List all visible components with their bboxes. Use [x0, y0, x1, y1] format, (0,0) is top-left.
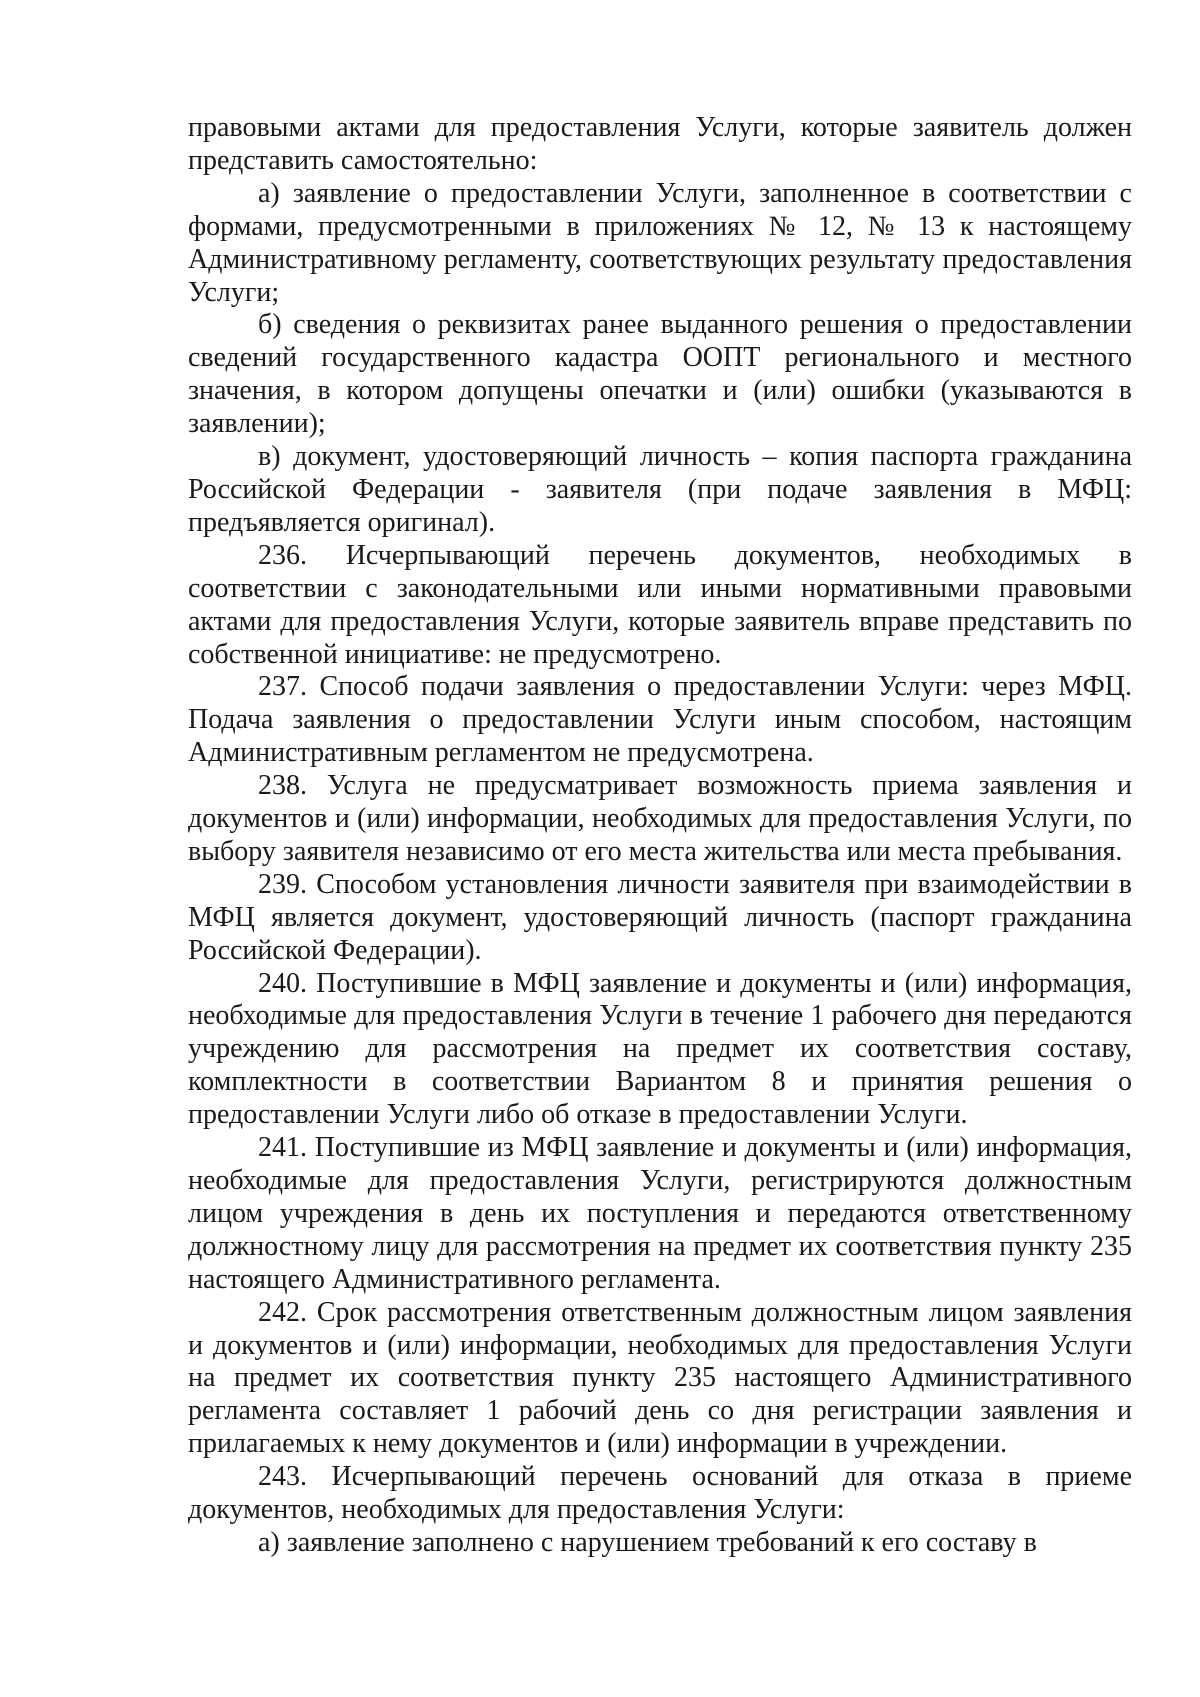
paragraph-241: 241. Поступившие из МФЦ заявление и документы и (или) информация, необходимые для предоставления Услуги, регистрируются должностным лицом учреждения в день их поступления и передаются ответственному должностному лицу для рассмотрения на предмет их соответствия пункту 235 настоящего Административного регламента. [188, 1132, 1132, 1295]
paragraph-240: 240. Поступившие в МФЦ заявление и документы и (или) информация, необходимые для предоставления Услуги в течение 1 рабочего дня передаются учреждению для рассмотрения на предмет их соответствия составу, комплектности в соответствии Вариантом 8 и принятия решения о предоставлении Услуги либо об отказе в предоставлении Услуги. [188, 967, 1132, 1131]
paragraph-238: 238. Услуга не предусматривает возможность приема заявления и документов и (или) информации, необходимых для предоставления Услуги, по выбору заявителя независимо от его места жительства или места пребывания. [188, 770, 1132, 867]
paragraph-239: 239. Способом установления личности заявителя при взаимодействии в МФЦ является документ, удостоверяющий личность (паспорт гражданина Российской Федерации). [188, 868, 1132, 966]
paragraph-item-a: а) заявление о предоставлении Услуги, заполненное в соответствии с формами, предусмотренными в приложениях № 12, № 13 к настоящему Административному регламенту, соответствующих результату предоставления Услуги; [188, 177, 1132, 308]
paragraph-item-v: в) документ, удостоверяющий личность – копия паспорта гражданина Российской Федерации - заявителя (при подаче заявления в МФЦ: предъявляется оригинал). [188, 441, 1132, 538]
paragraph-continuation: правовыми актами для предоставления Услуги, которые заявитель должен представить самостоятельно: [188, 112, 1132, 176]
paragraph-243: 243. Исчерпывающий перечень оснований для отказа в приеме документов, необходимых для предоставления Услуги: [188, 1461, 1132, 1526]
paragraph-242: 242. Срок рассмотрения ответственным должностным лицом заявления и документов и (или) информации, необходимых для предоставления Услуги на предмет их соответствия пункту 235 настоящего Административного регламента составляет 1 рабочий день со дня регистрации заявления и прилагаемых к нему документов и (или) информации в учреждении. [188, 1296, 1132, 1460]
paragraph-237: 237. Способ подачи заявления о предоставлении Услуги: через МФЦ. Подача заявления о предоставлении Услуги иным способом, настоящим Административным регламентом не предусмотрена. [188, 671, 1132, 769]
paragraph-236: 236. Исчерпывающий перечень документов, необходимых в соответствии с законодательными или иными нормативными правовыми актами для предоставления Услуги, которые заявитель вправе представить по собственной инициативе: не предусмотрено. [188, 539, 1132, 670]
document-body [188, 112, 1132, 1560]
paragraph-item-b: б) сведения о реквизитах ранее выданного решения о предоставлении сведений государственного кадастра ООПТ регионального и местного значения, в котором допущены опечатки и (или) ошибки (указываются в заявлении); [188, 309, 1132, 440]
paragraph-243-item-a: а) заявление заполнено с нарушением требований к его составу в [258, 1526, 1037, 1558]
